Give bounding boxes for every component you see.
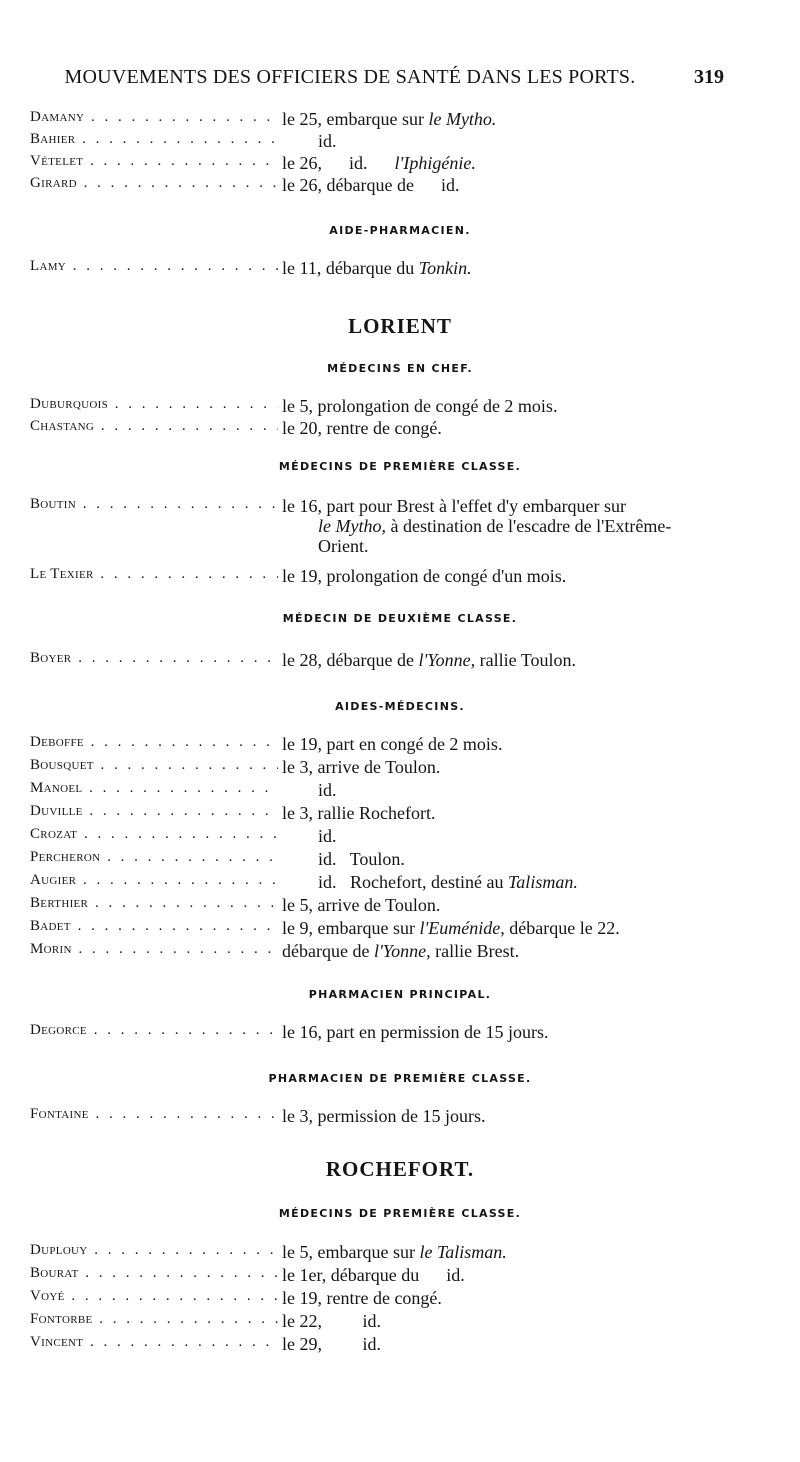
entry-text: le 5, prolongation de congé de 2 mois. — [282, 396, 558, 416]
entry-text: le 5, arrive de Toulon. — [282, 895, 441, 915]
entry-text: le 26, id. l'Iphigénie. — [282, 153, 476, 173]
officer-name: Crozat . . . — [30, 826, 278, 843]
section-heading-premiere-classe: MÉDECINS DE PREMIÈRE CLASSE. — [278, 460, 522, 473]
entry-text: le 19, part en congé de 2 mois. — [282, 734, 503, 754]
entry-text: le 28, débarque de l'Yonne, rallie Toulon. — [282, 650, 577, 670]
entry-text: débarque de l'Yonne, rallie Brest. — [282, 941, 520, 961]
section-heading-rochefort-premiere-classe: MÉDECINS DE PREMIÈRE CLASSE. — [278, 1207, 522, 1220]
entry-text: le 26, débarque de id. — [282, 175, 460, 195]
entry-text: le 19, prolongation de congé d'un mois. — [282, 566, 567, 586]
officer-name: Lamy . . . — [30, 258, 278, 275]
officer-name: Deboffe . . . — [30, 734, 278, 751]
officer-name: Girard . . . — [30, 175, 278, 192]
entry-text: le 5, embarque sur le Talisman. — [282, 1242, 507, 1262]
officer-name: Fontorbe . . . — [30, 1311, 278, 1328]
entry-text: id. — [318, 131, 337, 151]
port-heading-lorient: LORIENT — [348, 314, 452, 338]
section-heading-medecins-chef: MÉDECINS EN CHEF. — [327, 362, 473, 375]
officer-name: Vételet . . . — [30, 153, 278, 170]
entry-text: le 22, id. — [282, 1311, 381, 1331]
entry-text: id. — [318, 780, 337, 800]
entry-text: id. — [318, 826, 337, 846]
page-number: 319 — [694, 66, 724, 88]
entry-text: le 19, rentre de congé. — [282, 1288, 442, 1308]
entry-text: le 3, rallie Rochefort. — [282, 803, 436, 823]
officer-name: Berthier . . . — [30, 895, 278, 912]
officer-name: Manoel . . . — [30, 780, 278, 797]
officer-name: Badet . . . — [30, 918, 278, 935]
entry-text: id. Rochefort, destiné au Talisman. — [318, 872, 578, 892]
running-title: MOUVEMENTS DES OFFICIERS DE SANTÉ DANS LES PORTS. — [64, 66, 636, 88]
entry-text: le 16, part en permission de 15 jours. — [282, 1022, 549, 1042]
officer-name: Morin . . . — [30, 941, 278, 958]
officer-name: Duville . . . — [30, 803, 278, 820]
entry-text: id. Toulon. — [318, 849, 405, 869]
officer-name: Percheron . . . — [30, 849, 278, 866]
section-heading-pharmacien-premiere: PHARMACIEN DE PREMIÈRE CLASSE. — [268, 1072, 532, 1085]
officer-name: Bourat . . . — [30, 1265, 278, 1282]
section-heading-deuxieme-classe: MÉDECIN DE DEUXIÈME CLASSE. — [282, 612, 518, 625]
entry-text: le 9, embarque sur l'Euménide, débarque le 22. — [282, 918, 620, 938]
officer-name: Duburquois . . . — [30, 396, 278, 413]
entry-text: le 3, permission de 15 jours. — [282, 1106, 486, 1126]
port-heading-rochefort: ROCHEFORT. — [325, 1157, 475, 1181]
running-header — [0, 66, 800, 96]
officer-name: Damany . . . — [30, 109, 278, 126]
officer-name: Boutin . . . — [30, 496, 278, 513]
entry-text: le 3, arrive de Toulon. — [282, 757, 441, 777]
officer-name: Voyé . . . — [30, 1288, 278, 1305]
officer-name: Fontaine . . . — [30, 1106, 278, 1123]
entry-text: le 1er, débarque du id. — [282, 1265, 465, 1285]
section-heading-aide-pharmacien: AIDE-PHARMACIEN. — [329, 224, 471, 237]
officer-name: Boyer . . . — [30, 650, 278, 667]
officer-name: Augier . . . — [30, 872, 278, 889]
entry-text: le 20, rentre de congé. — [282, 418, 442, 438]
officer-name: Chastang . . . — [30, 418, 278, 435]
officer-name: Duplouy . . . — [30, 1242, 278, 1259]
officer-name: Le Texier . . . — [30, 566, 278, 583]
entry-text: le 25, embarque sur le Mytho. — [282, 109, 497, 129]
officer-name: Bahier . . . — [30, 131, 278, 148]
section-heading-pharmacien-principal: PHARMACIEN PRINCIPAL. — [308, 988, 492, 1001]
officer-name: Vincent . . . — [30, 1334, 278, 1351]
entry-text: le 29, id. — [282, 1334, 381, 1354]
section-heading-aides-medecins: AIDES-MÉDECINS. — [335, 700, 465, 713]
officer-name: Bousquet . . . — [30, 757, 278, 774]
officer-name: Degorce . . . — [30, 1022, 278, 1039]
entry-text: le 16, part pour Brest à l'effet d'y embarquer sur le Mytho, à destination de l'escadre de l'Extrême- Orient. — [282, 496, 672, 556]
entry-text: le 11, débarque du Tonkin. — [282, 258, 472, 278]
